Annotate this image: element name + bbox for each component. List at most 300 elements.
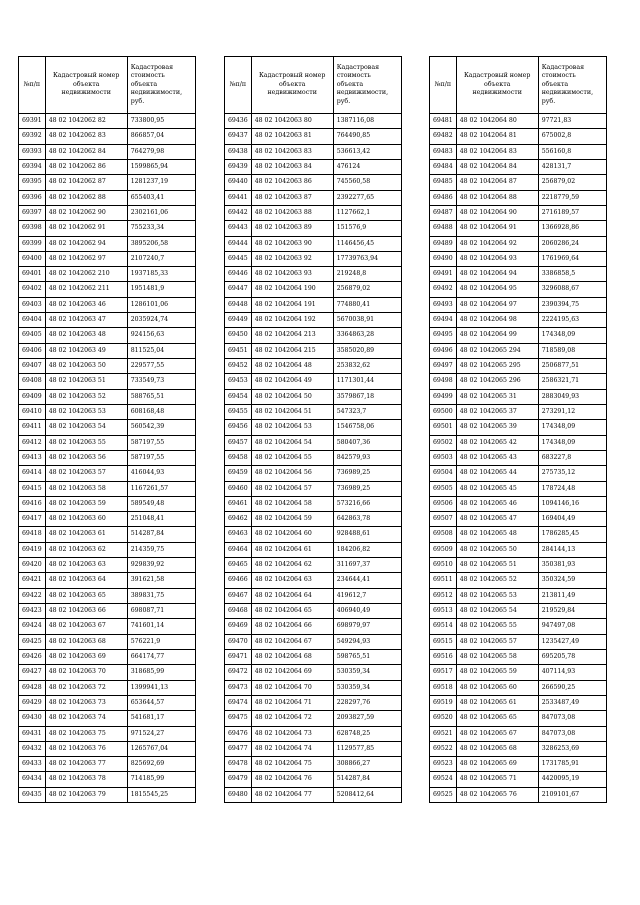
cadastral-value: 174348,09 bbox=[538, 420, 606, 435]
row-number: 69392 bbox=[19, 129, 46, 144]
row-number: 69497 bbox=[430, 359, 457, 374]
cadastral-value: 5208412,64 bbox=[333, 787, 401, 802]
cadastral-value: 2302161,06 bbox=[127, 205, 195, 220]
cadastral-value: 556160,8 bbox=[538, 144, 606, 159]
row-number: 69448 bbox=[225, 297, 252, 312]
cadastral-value: 675002,8 bbox=[538, 129, 606, 144]
table-row bbox=[225, 481, 402, 496]
cadastral-number: 48 02 1042063 92 bbox=[251, 251, 333, 266]
table-row bbox=[430, 282, 607, 297]
cadastral-number: 48 02 1042064 53 bbox=[251, 420, 333, 435]
cadastral-number: 48 02 1042065 51 bbox=[456, 558, 538, 573]
row-number: 69507 bbox=[430, 512, 457, 527]
cadastral-value: 3364863,28 bbox=[333, 328, 401, 343]
cadastral-value: 695205,78 bbox=[538, 649, 606, 664]
cadastral-value: 736989,25 bbox=[333, 481, 401, 496]
cadastral-number: 48 02 1042063 60 bbox=[45, 512, 127, 527]
table-row bbox=[430, 772, 607, 787]
cadastral-value: 2392277,65 bbox=[333, 190, 401, 205]
cadastral-number: 48 02 1042063 72 bbox=[45, 680, 127, 695]
row-number: 69447 bbox=[225, 282, 252, 297]
cadastral-value: 589549,48 bbox=[127, 496, 195, 511]
cadastral-number: 48 02 1042064 215 bbox=[251, 343, 333, 358]
table-row bbox=[430, 741, 607, 756]
cadastral-value: 733800,95 bbox=[127, 114, 195, 129]
table-row bbox=[225, 496, 402, 511]
table-row bbox=[19, 512, 196, 527]
cadastral-value: 514287,84 bbox=[127, 527, 195, 542]
cadastral-number: 48 02 1042063 56 bbox=[45, 450, 127, 465]
table-row bbox=[430, 251, 607, 266]
cadastral-number: 48 02 1042063 57 bbox=[45, 466, 127, 481]
row-number: 69498 bbox=[430, 374, 457, 389]
table-row bbox=[225, 711, 402, 726]
row-number: 69475 bbox=[225, 711, 252, 726]
table-row bbox=[430, 435, 607, 450]
table-row bbox=[225, 328, 402, 343]
row-number: 69493 bbox=[430, 297, 457, 312]
cadastral-number: 48 02 1042063 55 bbox=[45, 435, 127, 450]
cadastral-number: 48 02 1042063 80 bbox=[251, 114, 333, 129]
row-number: 69492 bbox=[430, 282, 457, 297]
cadastral-value: 3296088,67 bbox=[538, 282, 606, 297]
row-number: 69524 bbox=[430, 772, 457, 787]
table-row bbox=[430, 680, 607, 695]
cadastral-number: 48 02 1042065 52 bbox=[456, 573, 538, 588]
cadastral-value: 4420095,19 bbox=[538, 772, 606, 787]
cadastral-value: 947497,08 bbox=[538, 619, 606, 634]
header-num: №п/п bbox=[430, 57, 457, 114]
cadastral-value: 698979,97 bbox=[333, 619, 401, 634]
row-number: 69525 bbox=[430, 787, 457, 802]
cadastral-value: 1387116,08 bbox=[333, 114, 401, 129]
cadastral-number: 48 02 1042064 54 bbox=[251, 435, 333, 450]
table-row bbox=[225, 404, 402, 419]
cadastral-number: 48 02 1042064 77 bbox=[251, 787, 333, 802]
row-number: 69451 bbox=[225, 343, 252, 358]
cadastral-value: 588765,51 bbox=[127, 389, 195, 404]
cadastral-number: 48 02 1042064 81 bbox=[456, 129, 538, 144]
row-number: 69461 bbox=[225, 496, 252, 511]
cadastral-number: 48 02 1042064 92 bbox=[456, 236, 538, 251]
cadastral-number: 48 02 1042062 210 bbox=[45, 267, 127, 282]
row-number: 69516 bbox=[430, 649, 457, 664]
cadastral-number: 48 02 1042062 83 bbox=[45, 129, 127, 144]
cadastral-number: 48 02 1042063 66 bbox=[45, 604, 127, 619]
row-number: 69398 bbox=[19, 221, 46, 236]
table-row bbox=[225, 267, 402, 282]
cadastral-value: 389831,75 bbox=[127, 588, 195, 603]
cadastral-number: 48 02 1042065 45 bbox=[456, 481, 538, 496]
cadastral-value: 2506877,51 bbox=[538, 359, 606, 374]
table-row bbox=[225, 527, 402, 542]
table-header-row bbox=[430, 57, 607, 114]
table-row bbox=[19, 236, 196, 251]
table-row bbox=[430, 787, 607, 802]
row-number: 69396 bbox=[19, 190, 46, 205]
row-number: 69429 bbox=[19, 695, 46, 710]
table-row bbox=[225, 359, 402, 374]
cadastral-value: 275735,12 bbox=[538, 466, 606, 481]
cadastral-value: 514287,84 bbox=[333, 772, 401, 787]
cadastral-value: 1167261,57 bbox=[127, 481, 195, 496]
table-row bbox=[430, 558, 607, 573]
cadastral-value: 476124 bbox=[333, 159, 401, 174]
table-row bbox=[19, 221, 196, 236]
cadastral-value: 318685,99 bbox=[127, 665, 195, 680]
cadastral-number: 48 02 1042062 88 bbox=[45, 190, 127, 205]
cadastral-number: 48 02 1042064 66 bbox=[251, 619, 333, 634]
row-number: 69402 bbox=[19, 282, 46, 297]
row-number: 69468 bbox=[225, 604, 252, 619]
cadastral-number: 48 02 1042064 95 bbox=[456, 282, 538, 297]
cadastral-value: 549294,93 bbox=[333, 634, 401, 649]
cadastral-value: 774880,41 bbox=[333, 297, 401, 312]
table-row bbox=[225, 435, 402, 450]
cadastral-number: 48 02 1042065 54 bbox=[456, 604, 538, 619]
table-row bbox=[19, 313, 196, 328]
cadastral-number: 48 02 1042064 191 bbox=[251, 297, 333, 312]
row-number: 69423 bbox=[19, 604, 46, 619]
row-number: 69476 bbox=[225, 726, 252, 741]
cadastral-number: 48 02 1042064 74 bbox=[251, 741, 333, 756]
row-number: 69436 bbox=[225, 114, 252, 129]
table-row bbox=[225, 542, 402, 557]
row-number: 69399 bbox=[19, 236, 46, 251]
cadastral-number: 48 02 1042064 61 bbox=[251, 542, 333, 557]
cadastral-value: 683227,8 bbox=[538, 450, 606, 465]
cadastral-table-1 bbox=[18, 56, 196, 803]
cadastral-value: 664174,77 bbox=[127, 649, 195, 664]
cadastral-value: 655403,41 bbox=[127, 190, 195, 205]
cadastral-number: 48 02 1042062 90 bbox=[45, 205, 127, 220]
cadastral-value: 764279,98 bbox=[127, 144, 195, 159]
cadastral-number: 48 02 1042063 62 bbox=[45, 542, 127, 557]
cadastral-value: 350324,59 bbox=[538, 573, 606, 588]
row-number: 69404 bbox=[19, 313, 46, 328]
cadastral-number: 48 02 1042064 192 bbox=[251, 313, 333, 328]
cadastral-value: 714185,99 bbox=[127, 772, 195, 787]
cadastral-number: 48 02 1042063 51 bbox=[45, 374, 127, 389]
cadastral-value: 1761969,64 bbox=[538, 251, 606, 266]
table-row bbox=[430, 205, 607, 220]
row-number: 69450 bbox=[225, 328, 252, 343]
cadastral-value: 541681,17 bbox=[127, 711, 195, 726]
table-row bbox=[225, 389, 402, 404]
cadastral-number: 48 02 1042063 74 bbox=[45, 711, 127, 726]
cadastral-value: 718589,08 bbox=[538, 343, 606, 358]
table-row bbox=[430, 297, 607, 312]
row-number: 69483 bbox=[430, 144, 457, 159]
cadastral-number: 48 02 1042065 71 bbox=[456, 772, 538, 787]
table-row bbox=[430, 481, 607, 496]
row-number: 69417 bbox=[19, 512, 46, 527]
cadastral-number: 48 02 1042065 296 bbox=[456, 374, 538, 389]
cadastral-value: 825692,69 bbox=[127, 757, 195, 772]
row-number: 69464 bbox=[225, 542, 252, 557]
cadastral-number: 48 02 1042065 65 bbox=[456, 711, 538, 726]
table-row bbox=[19, 634, 196, 649]
row-number: 69410 bbox=[19, 404, 46, 419]
cadastral-value: 3895206,58 bbox=[127, 236, 195, 251]
row-number: 69395 bbox=[19, 175, 46, 190]
table-row bbox=[225, 558, 402, 573]
cadastral-value: 1951481,9 bbox=[127, 282, 195, 297]
cadastral-number: 48 02 1042065 68 bbox=[456, 741, 538, 756]
cadastral-value: 184206,82 bbox=[333, 542, 401, 557]
cadastral-value: 530359,34 bbox=[333, 680, 401, 695]
table-header-row bbox=[225, 57, 402, 114]
cadastral-number: 48 02 1042065 76 bbox=[456, 787, 538, 802]
cadastral-value: 311697,37 bbox=[333, 558, 401, 573]
row-number: 69471 bbox=[225, 649, 252, 664]
row-number: 69506 bbox=[430, 496, 457, 511]
cadastral-value: 266590,25 bbox=[538, 680, 606, 695]
cadastral-number: 48 02 1042064 99 bbox=[456, 328, 538, 343]
row-number: 69460 bbox=[225, 481, 252, 496]
row-number: 69433 bbox=[19, 757, 46, 772]
row-number: 69518 bbox=[430, 680, 457, 695]
cadastral-value: 228297,76 bbox=[333, 695, 401, 710]
cadastral-value: 560542,39 bbox=[127, 420, 195, 435]
row-number: 69482 bbox=[430, 129, 457, 144]
cadastral-value: 273291,12 bbox=[538, 404, 606, 419]
cadastral-value: 2586321,71 bbox=[538, 374, 606, 389]
cadastral-number: 48 02 1042064 65 bbox=[251, 604, 333, 619]
cadastral-number: 48 02 1042063 58 bbox=[45, 481, 127, 496]
cadastral-value: 547323,7 bbox=[333, 404, 401, 419]
row-number: 69484 bbox=[430, 159, 457, 174]
row-number: 69413 bbox=[19, 450, 46, 465]
cadastral-number: 48 02 1042065 69 bbox=[456, 757, 538, 772]
cadastral-number: 48 02 1042063 53 bbox=[45, 404, 127, 419]
cadastral-number: 48 02 1042065 60 bbox=[456, 680, 538, 695]
cadastral-number: 48 02 1042064 70 bbox=[251, 680, 333, 695]
cadastral-number: 48 02 1042063 69 bbox=[45, 649, 127, 664]
table-row bbox=[430, 649, 607, 664]
cadastral-number: 48 02 1042063 67 bbox=[45, 619, 127, 634]
cadastral-value: 407114,93 bbox=[538, 665, 606, 680]
row-number: 69500 bbox=[430, 404, 457, 419]
table-row bbox=[19, 343, 196, 358]
row-number: 69494 bbox=[430, 313, 457, 328]
cadastral-value: 391621,58 bbox=[127, 573, 195, 588]
table-row bbox=[225, 282, 402, 297]
table-row bbox=[430, 542, 607, 557]
cadastral-value: 2533487,49 bbox=[538, 695, 606, 710]
table-row bbox=[430, 267, 607, 282]
table-row bbox=[19, 619, 196, 634]
cadastral-value: 3286253,69 bbox=[538, 741, 606, 756]
cadastral-number: 48 02 1042064 90 bbox=[456, 205, 538, 220]
cadastral-number: 48 02 1042063 46 bbox=[45, 297, 127, 312]
table-row bbox=[19, 144, 196, 159]
cadastral-number: 48 02 1042064 93 bbox=[456, 251, 538, 266]
cadastral-number: 48 02 1042063 78 bbox=[45, 772, 127, 787]
row-number: 69428 bbox=[19, 680, 46, 695]
cadastral-number: 48 02 1042064 57 bbox=[251, 481, 333, 496]
cadastral-value: 17739763,94 bbox=[333, 251, 401, 266]
table-row bbox=[225, 695, 402, 710]
cadastral-value: 929839,92 bbox=[127, 558, 195, 573]
table-row bbox=[225, 787, 402, 802]
row-number: 69477 bbox=[225, 741, 252, 756]
row-number: 69454 bbox=[225, 389, 252, 404]
cadastral-value: 576221,9 bbox=[127, 634, 195, 649]
cadastral-value: 573216,66 bbox=[333, 496, 401, 511]
row-number: 69400 bbox=[19, 251, 46, 266]
row-number: 69503 bbox=[430, 450, 457, 465]
table-row bbox=[19, 527, 196, 542]
cadastral-number: 48 02 1042062 87 bbox=[45, 175, 127, 190]
cadastral-value: 741601,14 bbox=[127, 619, 195, 634]
cadastral-value: 1937185,33 bbox=[127, 267, 195, 282]
cadastral-number: 48 02 1042063 49 bbox=[45, 343, 127, 358]
row-number: 69488 bbox=[430, 221, 457, 236]
row-number: 69416 bbox=[19, 496, 46, 511]
table-row bbox=[430, 129, 607, 144]
row-number: 69394 bbox=[19, 159, 46, 174]
row-number: 69486 bbox=[430, 190, 457, 205]
table-row bbox=[19, 787, 196, 802]
table-row bbox=[430, 634, 607, 649]
cadastral-value: 811525,04 bbox=[127, 343, 195, 358]
cadastral-number: 48 02 1042064 50 bbox=[251, 389, 333, 404]
row-number: 69473 bbox=[225, 680, 252, 695]
row-number: 69430 bbox=[19, 711, 46, 726]
cadastral-value: 416044,93 bbox=[127, 466, 195, 481]
table-row bbox=[19, 175, 196, 190]
cadastral-value: 736989,25 bbox=[333, 466, 401, 481]
cadastral-value: 580407,36 bbox=[333, 435, 401, 450]
cadastral-value: 847073,08 bbox=[538, 726, 606, 741]
cadastral-number: 48 02 1042065 42 bbox=[456, 435, 538, 450]
table-row bbox=[19, 665, 196, 680]
cadastral-value: 1171301,44 bbox=[333, 374, 401, 389]
row-number: 69408 bbox=[19, 374, 46, 389]
cadastral-value: 698087,71 bbox=[127, 604, 195, 619]
cadastral-value: 284144,13 bbox=[538, 542, 606, 557]
table-row bbox=[430, 343, 607, 358]
header-num: №п/п bbox=[19, 57, 46, 114]
cadastral-value: 169404,49 bbox=[538, 512, 606, 527]
row-number: 69432 bbox=[19, 741, 46, 756]
row-number: 69469 bbox=[225, 619, 252, 634]
cadastral-number: 48 02 1042065 44 bbox=[456, 466, 538, 481]
row-number: 69452 bbox=[225, 359, 252, 374]
table-row bbox=[225, 466, 402, 481]
row-number: 69517 bbox=[430, 665, 457, 680]
cadastral-number: 48 02 1042065 59 bbox=[456, 665, 538, 680]
row-number: 69465 bbox=[225, 558, 252, 573]
table-row bbox=[19, 695, 196, 710]
row-number: 69501 bbox=[430, 420, 457, 435]
row-number: 69421 bbox=[19, 573, 46, 588]
row-number: 69422 bbox=[19, 588, 46, 603]
table-row bbox=[19, 588, 196, 603]
cadastral-number: 48 02 1042063 87 bbox=[251, 190, 333, 205]
cadastral-value: 97721,83 bbox=[538, 114, 606, 129]
cadastral-number: 48 02 1042062 94 bbox=[45, 236, 127, 251]
cadastral-number: 48 02 1042064 72 bbox=[251, 711, 333, 726]
cadastral-value: 1127662,1 bbox=[333, 205, 401, 220]
cadastral-value: 253832,62 bbox=[333, 359, 401, 374]
cadastral-value: 219248,8 bbox=[333, 267, 401, 282]
table-row bbox=[430, 236, 607, 251]
table-row bbox=[430, 757, 607, 772]
cadastral-value: 428131,7 bbox=[538, 159, 606, 174]
cadastral-number: 48 02 1042064 60 bbox=[251, 527, 333, 542]
cadastral-value: 2093827,59 bbox=[333, 711, 401, 726]
cadastral-number: 48 02 1042062 211 bbox=[45, 282, 127, 297]
cadastral-number: 48 02 1042062 97 bbox=[45, 251, 127, 266]
cadastral-value: 256879,02 bbox=[538, 175, 606, 190]
table-row bbox=[225, 680, 402, 695]
table-row bbox=[225, 741, 402, 756]
cadastral-number: 48 02 1042065 53 bbox=[456, 588, 538, 603]
table-row bbox=[19, 481, 196, 496]
table-row bbox=[225, 343, 402, 358]
row-number: 69427 bbox=[19, 665, 46, 680]
table-row bbox=[19, 328, 196, 343]
table-row bbox=[225, 512, 402, 527]
row-number: 69490 bbox=[430, 251, 457, 266]
row-number: 69401 bbox=[19, 267, 46, 282]
row-number: 69431 bbox=[19, 726, 46, 741]
table-row bbox=[430, 420, 607, 435]
cadastral-value: 2218779,59 bbox=[538, 190, 606, 205]
cadastral-number: 48 02 1042064 49 bbox=[251, 374, 333, 389]
cadastral-number: 48 02 1042064 84 bbox=[456, 159, 538, 174]
table-row bbox=[225, 374, 402, 389]
table-row bbox=[225, 205, 402, 220]
cadastral-value: 608168,48 bbox=[127, 404, 195, 419]
cadastral-number: 48 02 1042063 88 bbox=[251, 205, 333, 220]
row-number: 69411 bbox=[19, 420, 46, 435]
table-row bbox=[430, 695, 607, 710]
cadastral-value: 178724,48 bbox=[538, 481, 606, 496]
header-cost: Кадастровая стоимость объекта недвижимости, руб. bbox=[333, 57, 401, 114]
cadastral-value: 256879,02 bbox=[333, 282, 401, 297]
header-cost: Кадастровая стоимость объекта недвижимости, руб. bbox=[538, 57, 606, 114]
row-number: 69418 bbox=[19, 527, 46, 542]
cadastral-number: 48 02 1042064 88 bbox=[456, 190, 538, 205]
table-row bbox=[19, 205, 196, 220]
row-number: 69437 bbox=[225, 129, 252, 144]
row-number: 69435 bbox=[19, 787, 46, 802]
table-row bbox=[19, 741, 196, 756]
table-row bbox=[430, 726, 607, 741]
cadastral-value: 1366928,86 bbox=[538, 221, 606, 236]
cadastral-number: 48 02 1042065 55 bbox=[456, 619, 538, 634]
table-row bbox=[19, 297, 196, 312]
row-number: 69391 bbox=[19, 114, 46, 129]
cadastral-value: 174348,09 bbox=[538, 435, 606, 450]
cadastral-value: 2883049,93 bbox=[538, 389, 606, 404]
row-number: 69502 bbox=[430, 435, 457, 450]
table-row bbox=[430, 619, 607, 634]
row-number: 69449 bbox=[225, 313, 252, 328]
cadastral-number: 48 02 1042064 68 bbox=[251, 649, 333, 664]
cadastral-value: 842579,93 bbox=[333, 450, 401, 465]
table-row bbox=[19, 159, 196, 174]
table-row bbox=[19, 542, 196, 557]
row-number: 69438 bbox=[225, 144, 252, 159]
row-number: 69496 bbox=[430, 343, 457, 358]
table-row bbox=[225, 588, 402, 603]
cadastral-value: 174348,09 bbox=[538, 328, 606, 343]
cadastral-number: 48 02 1042065 31 bbox=[456, 389, 538, 404]
